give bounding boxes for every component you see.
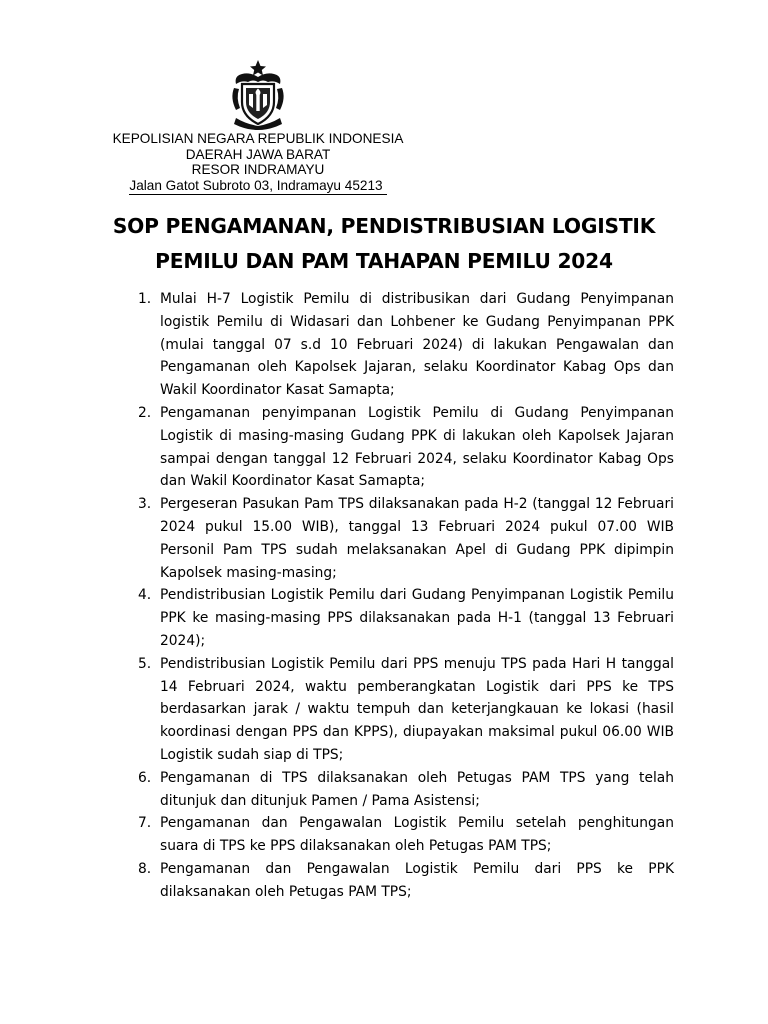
title-line-2: PEMILU DAN PAM TAHAPAN PEMILU 2024	[155, 249, 613, 273]
list-item	[138, 812, 674, 858]
list-item	[138, 288, 674, 402]
item-text: Pergeseran Pasukan Pam TPS dilaksanakan pada H-2 (tanggal 12 Februari 2024 pukul 15.00 WIB), tanggal 13 Februari 2024 pukul 07.00 WIB Personil Pam TPS sudah melaksanakan Apel di Gudang PPK dipimpin Kapolsek masing-masing;	[160, 496, 674, 581]
item-number: 1.	[138, 291, 152, 307]
letterhead	[90, 131, 426, 195]
item-number: 4.	[138, 587, 152, 604]
region-name: DAERAH JAWA BARAT	[185, 146, 331, 162]
item-text: Pengamanan dan Pengawalan Logistik Pemilu dari PPS ke PPK dilaksanakan oleh Petugas PAM TPS;	[160, 860, 674, 900]
list-item	[138, 402, 674, 493]
list-item	[138, 653, 674, 767]
list-item	[138, 858, 674, 904]
item-text: Mulai H-7 Logistik Pemilu di distribusikan dari Gudang Penyimpanan logistik Pemilu di Widasari dan Lohbener ke Gudang Penyimpanan PPK (mulai tanggal 07 s.d 10 Februari 2024) di lakukan Pengawalan dan Pengamanan oleh Kapolsek Jajaran, selaku Koordinator Kabag Ops dan Wakil Koordinator Kasat Samapta;	[160, 291, 674, 399]
document-title	[60, 209, 708, 279]
item-number: 2.	[138, 404, 152, 421]
list-item	[138, 493, 674, 584]
sop-list	[138, 288, 674, 904]
item-number: 7.	[138, 815, 152, 832]
title-line-1: SOP PENGAMANAN, PENDISTRIBUSIAN LOGISTIK	[112, 214, 656, 238]
item-text: Pengamanan dan Pengawalan Logistik Pemilu setelah penghitungan suara di TPS ke PPS dilaksanakan oleh Petugas PAM TPS;	[160, 815, 674, 855]
org-name: KEPOLISIAN NEGARA REPUBLIK INDONESIA	[112, 131, 404, 146]
item-text: Pendistribusian Logistik Pemilu dari PPS menuju TPS pada Hari H tanggal 14 Februari 2024, waktu pemberangkatan Logistik dari PPS ke TPS berdasarkan jarak / waktu tempuh dan keterjangkauan ke lokasi (hasil koordinasi dengan PPS dan KPPS), diupayakan maksimal pukul 06.00 WIB Logistik sudah siap di TPS;	[160, 655, 674, 763]
item-text: Pengamanan penyimpanan Logistik Pemilu di Gudang Penyimpanan Logistik di masing-masing Gudang PPK di lakukan oleh Kapolsek Jajaran sampai dengan tanggal 12 Februari 2024, selaku Koordinator Kabag Ops dan Wakil Koordinator Kasat Samapta;	[160, 404, 674, 490]
resort-name: RESOR INDRAMAYU	[191, 162, 325, 178]
office-address: Jalan Gatot Subroto 03, Indramayu 45213	[129, 178, 386, 196]
item-number: 3.	[138, 496, 152, 513]
item-number: 5.	[138, 655, 152, 672]
list-item	[138, 584, 674, 652]
item-number: 8.	[138, 860, 152, 877]
item-text: Pendistribusian Logistik Pemilu dari Gudang Penyimpanan Logistik Pemilu PPK ke masing-masing PPS dilaksanakan pada H-1 (tanggal 13 Februari 2024);	[160, 587, 674, 649]
police-emblem-icon	[228, 58, 288, 130]
list-item	[138, 767, 674, 813]
item-text: Pengamanan di TPS dilaksanakan oleh Petugas PAM TPS yang telah ditunjuk dan ditunjuk Pamen / Pama Asistensi;	[160, 769, 674, 809]
item-number: 6.	[138, 769, 152, 786]
